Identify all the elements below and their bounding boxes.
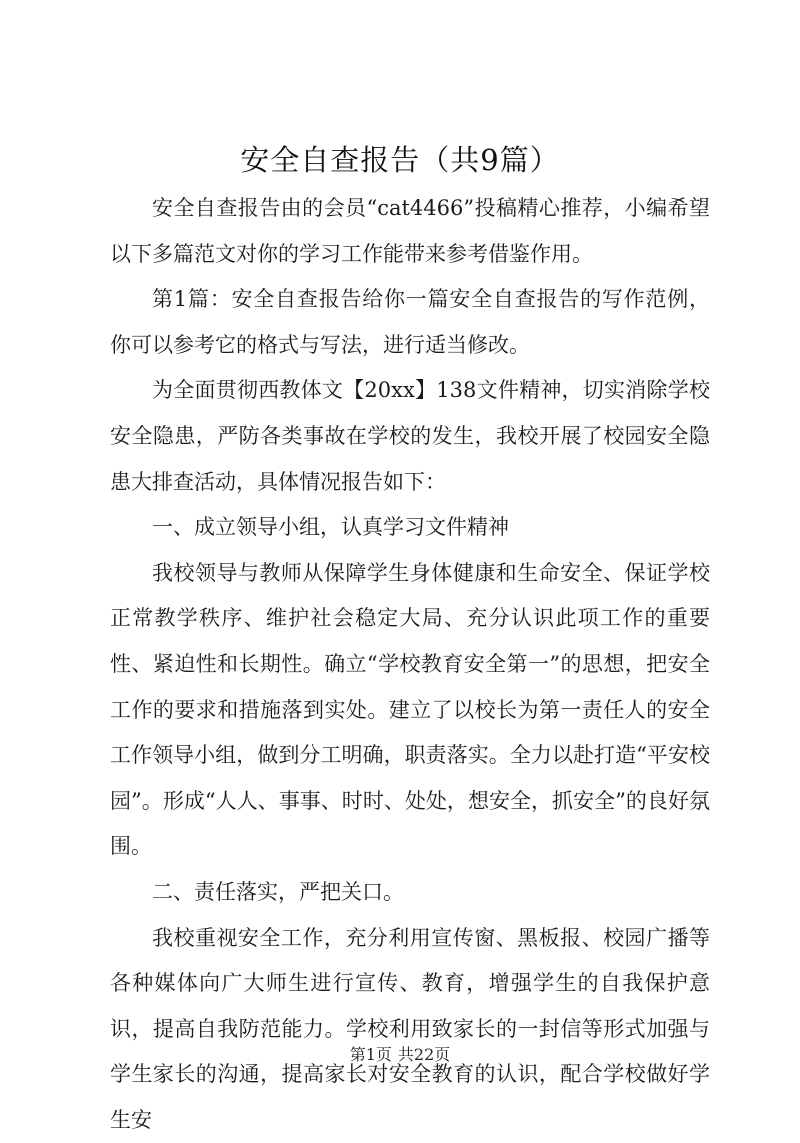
paragraph-responsibility: 我校重视安全工作，充分利用宣传窗、黑板报、校园广播等各种媒体向广大师生进行宣传、教育，增强学生的自我保护意识，提高自我防范能力。学校利用致家长的一封信等形式加强与学生家长的沟通，提高家长对安全教育的认识，配合学校做好学生安	[110, 916, 710, 1143]
section-heading-1: 一、成立领导小组，认真学习文件精神	[110, 505, 710, 551]
paragraph-chapter-1: 第1篇：安全自查报告给你一篇安全自查报告的写作范例，你可以参考它的格式与写法，进行适当修改。	[110, 277, 710, 368]
page-footer	[0, 1044, 800, 1066]
page-total: 共22页	[398, 1045, 450, 1064]
document-title: 安全自查报告（共9篇）	[0, 138, 800, 182]
page-number: 第1页	[350, 1045, 392, 1064]
section-heading-2: 二、责任落实，严把关口。	[110, 870, 710, 916]
paragraph-leadership: 我校领导与教师从保障学生身体健康和生命安全、保证学校正常教学秩序、维护社会稳定大局、充分认识此项工作的重要性、紧迫性和长期性。确立“学校教育安全第一”的思想，把安全工作的要求和措施落到实处。建立了以校长为第一责任人的安全工作领导小组，做到分工明确，职责落实。全力以赴打造“平安校园”。形成“人人、事事、时时、处处，想安全，抓安全”的良好氛围。	[110, 551, 710, 870]
paragraph-intro: 安全自查报告由的会员“cat4466”投稿精心推荐，小编希望以下多篇范文对你的学习工作能带来参考借鉴作用。	[110, 186, 710, 277]
document-body	[110, 186, 710, 1143]
paragraph-background: 为全面贯彻西教体文【20xx】138文件精神，切实消除学校安全隐患，严防各类事故在学校的发生，我校开展了校园安全隐患大排查活动，具体情况报告如下：	[110, 368, 710, 505]
